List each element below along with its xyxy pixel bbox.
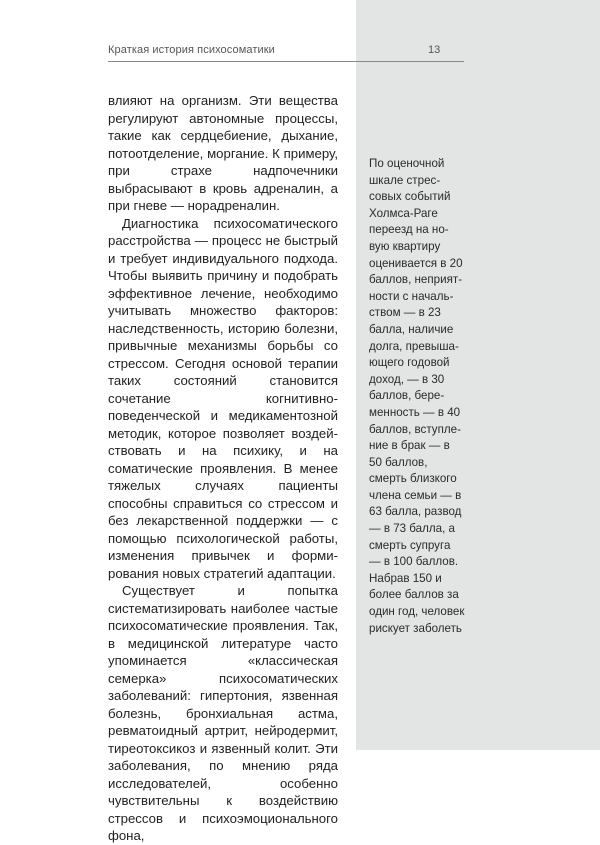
paragraph-1: влияют на организм. Эти вещества регулируют автономные процессы, такие как сердцебиение, дыхание, потоотделение, моргание. К примеру, при страхе надпочечники выбрасывают в кровь адреналин, а при гневе — норадреналин. bbox=[108, 93, 338, 213]
paragraph-3: Существует и попытка систематизировать наиболее частые психосоматические проявления. Так, в медицинской литературе часто упоминается «классическая семерка» психосоматических заболеваний: гипертония, язвенная болезнь, бронхиальная астма, ревматоидный артрит, нейродермит, тиреотоксикоз и язвенный колит. Эти заболевания, по мнению ряда исследователей, особенно чувствительны к воздействию стрессов и психоэмоционального фона, bbox=[108, 583, 338, 843]
running-header-title: Краткая история психосоматики bbox=[108, 44, 275, 56]
page-number: 13 bbox=[428, 44, 441, 56]
sidebar-note: По оценочной шкале стрессовых событий Холмса-Раге переезд на новую квартиру оценивается в 20 баллов, неприятности с начальством — в 23 балла, наличие долга, превышающего годовой доход, — в 30 баллов, беременность — в 40 баллов, вступление в брак — в 50 баллов, смерть близкого члена семьи — в 63 балла, развод — в 73 балла, а смерть супруга — в 100 баллов. Набрав 150 и более баллов за один год, человек рискует заболеть bbox=[369, 157, 465, 635]
main-text-column bbox=[108, 92, 338, 845]
header-divider bbox=[108, 61, 464, 62]
paragraph-2: Диагностика психосоматического расстройства — процесс не быстрый и требует индивидуального подхода. Чтобы выявить причину и подобрать эффективное лечение, необходимо учитывать множество факторов: наследственность, историю болезни, привычные механизмы борьбы со стрессом. Сегодня основой терапии таких состояний становится сочетание когнитивно-поведенческой и медикаментозной методик, которое позволяет воздействовать и на психику, и на соматические проявления. В менее тяжелых случаях пациенты способны справиться со стрессом и без лекарственной поддержки — с помощью психологической работы, изменения привычек и формирования новых стратегий адаптации. bbox=[108, 215, 338, 581]
